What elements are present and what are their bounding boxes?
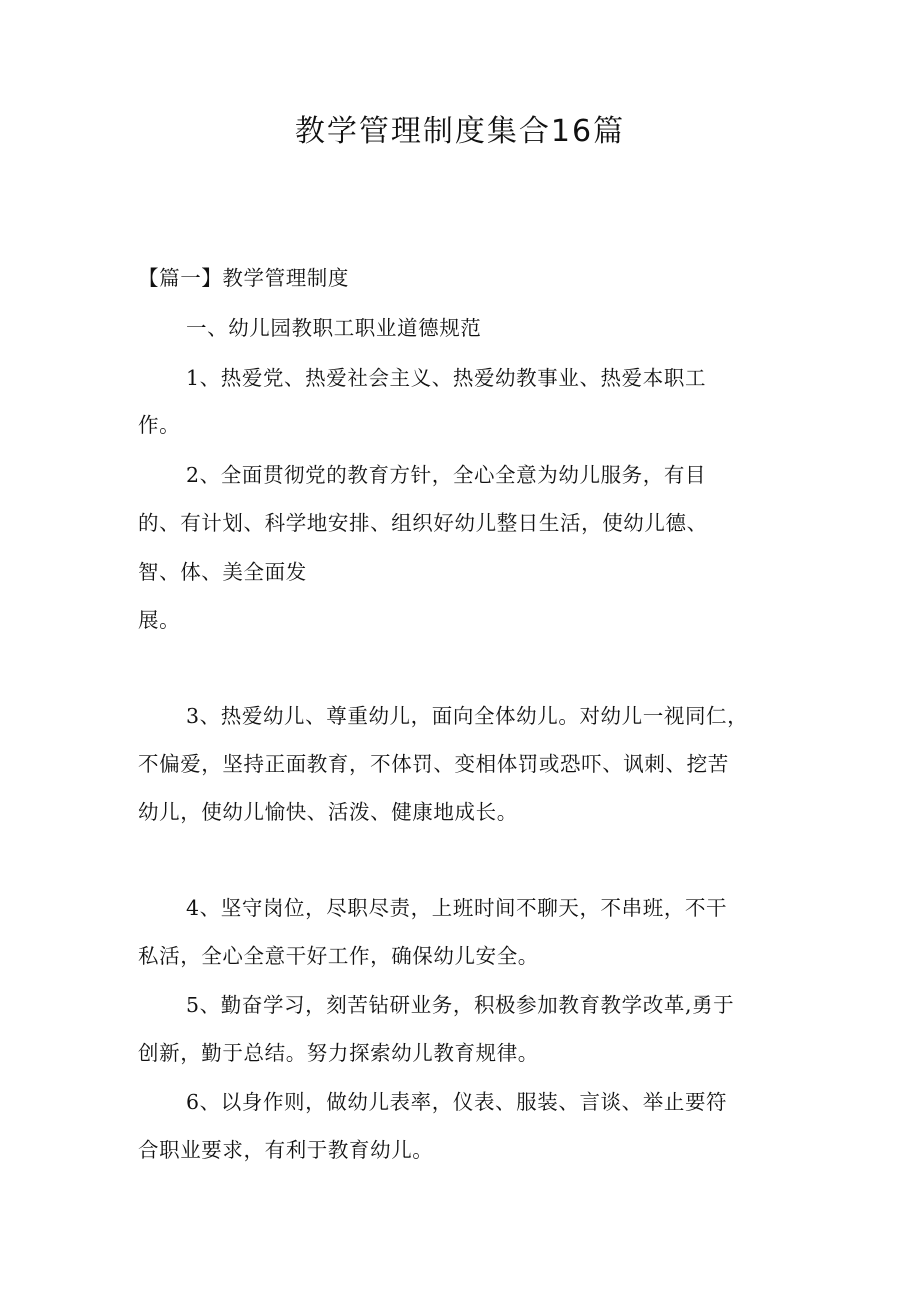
paragraph-line: 创新，勤于总结。努力探索幼儿教育规律。 (138, 1041, 539, 1065)
paragraph-line: 6、以身作则，做幼儿表率，仪表、服装、言谈、举止要符 (186, 1090, 728, 1114)
paragraph-line: 合职业要求，有利于教育幼儿。 (138, 1138, 434, 1162)
paragraph-line: 2、全面贯彻党的教育方针，全心全意为幼儿服务，有目 (186, 463, 707, 487)
paragraph-line: 不偏爱，坚持正面教育，不体罚、变相体罚或恐吓、讽刺、挖苦 (138, 752, 729, 776)
paragraph-line: 作。 (138, 413, 181, 437)
paragraph-line: 4、坚守岗位，尽职尽责，上班时间不聊天，不串班，不干 (186, 896, 728, 920)
paragraph-line: 3、热爱幼儿、尊重幼儿，面向全体幼儿。对幼儿一视同仁， (186, 704, 749, 728)
subsection-heading: 一、幼儿园教职工职业道德规范 (186, 316, 482, 340)
paragraph-line: 5、勤奋学习，刻苦钻研业务，积极参加教育教学改革,勇于 (186, 993, 735, 1017)
section-heading: 【篇一】教学管理制度 (138, 266, 349, 290)
paragraph-line: 私活，全心全意干好工作，确保幼儿安全。 (138, 944, 539, 968)
paragraph-line: 的、有计划、科学地安排、组织好幼儿整日生活，使幼儿德、 (138, 511, 708, 535)
paragraph-line: 展。 (138, 608, 181, 632)
paragraph-line: 智、体、美全面发 (138, 560, 307, 584)
paragraph-line: 1、热爱党、热爱社会主义、热爱幼教事业、热爱本职工 (186, 366, 707, 390)
paragraph-line: 幼儿，使幼儿愉快、活泼、健康地成长。 (138, 800, 518, 824)
document-title: 教学管理制度集合16篇 (294, 114, 626, 149)
